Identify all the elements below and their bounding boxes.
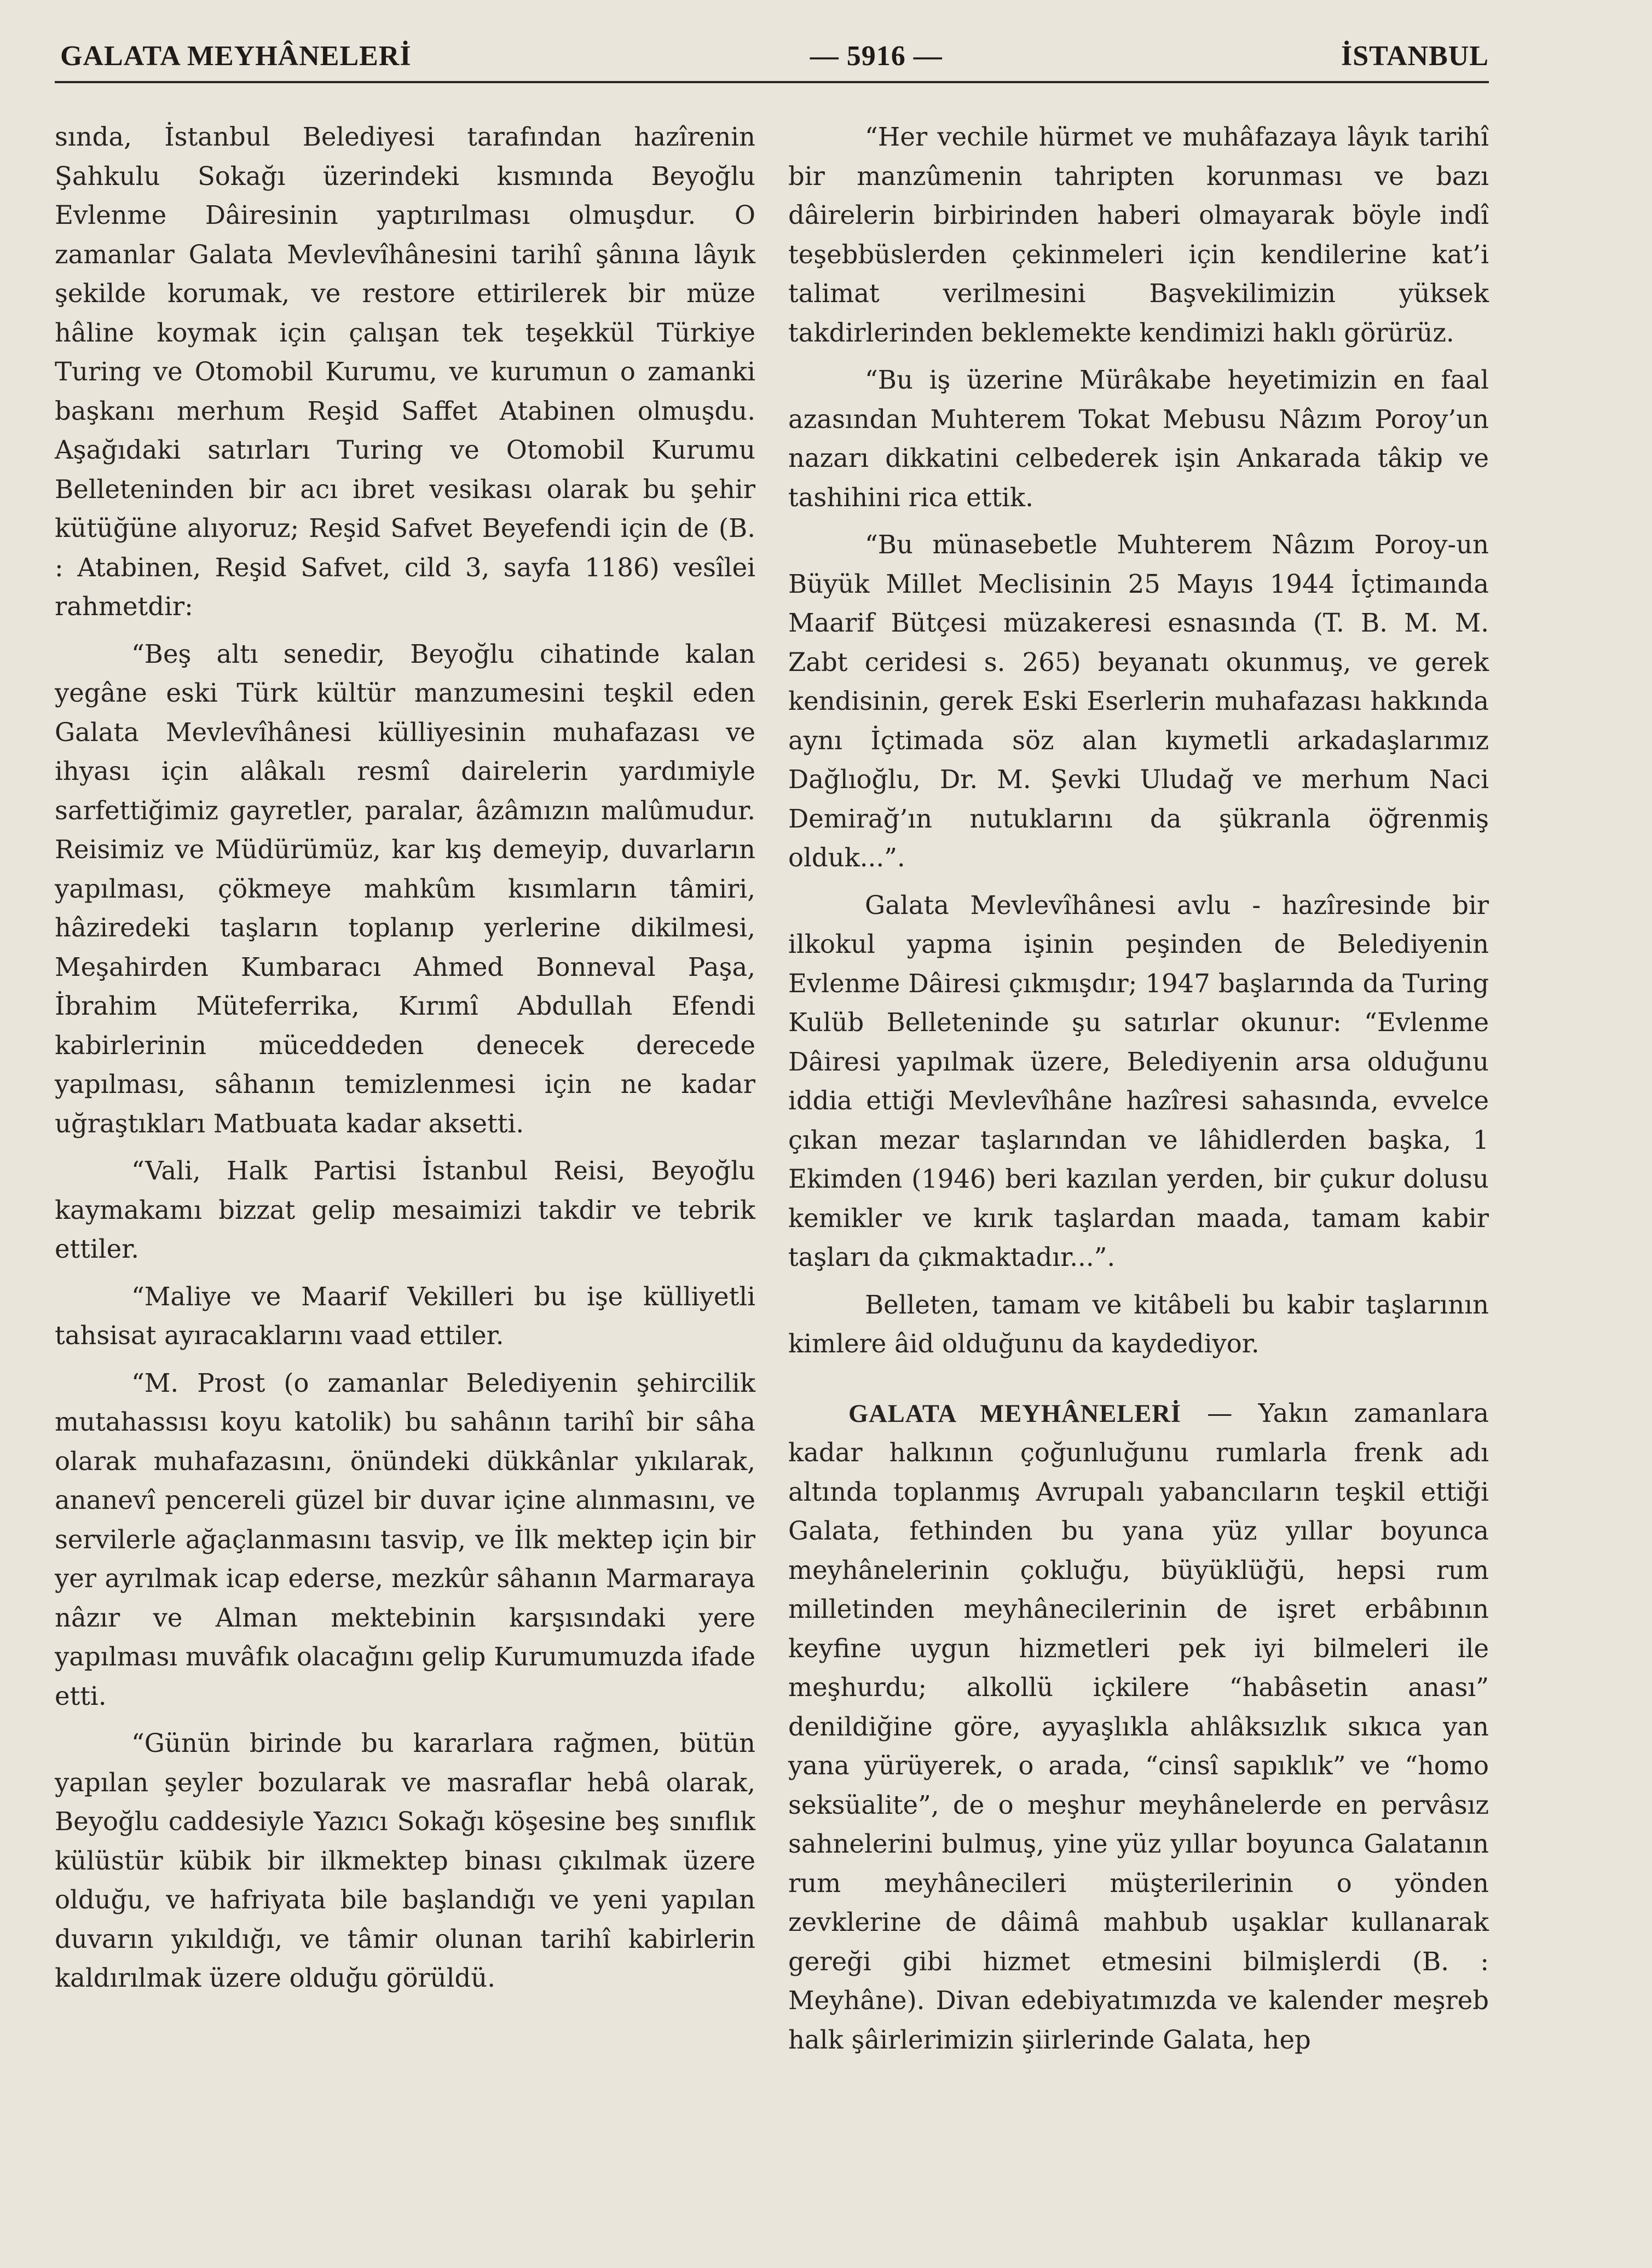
right-column — [788, 118, 1489, 2068]
section-body: — Yakın zamanlara kadar halkının çoğunluğunu rumlarla frenk adı altında toplanmış Avrupalı yabancıların teşkil ettiği Galata, fethinden bu yana yüz yıllar boyunca meyhânelerinin çokluğu, büyüklüğü, hepsi rum milletinden meyhânecilerinin de işret erbâbının keyfine uygun hizmetleri pek iyi bilmeleri ile meşhurdu; alkollü içkilere “habâsetin anası” denildiğine göre, ayyaşlıkla ahlâksızlık sıkıca yan yana yürüyerek, o arada, “cinsî sapıklık” ve “homo seksüalite”, de o meşhur meyhânelerde en pervâsız sahnelerini bulmuş, yine yüz yıllar boyunca Galatanın rum meyhânecileri müşterilerinin o yönden zevklerine de dâimâ mahbub uşaklar kullanarak gereği gibi hizmet etmesini bilmişlerdi (B. : Meyhâne). Divan edebiyatımızda ve kalender meşreb halk şâirlerimizin şiirlerinde Galata, hep — [788, 1398, 1489, 2055]
section-heading: GALATA MEYHÂNELERİ — [848, 1399, 1181, 1428]
left-paragraph-4: “Maliye ve Maarif Vekilleri bu işe külliyetli tahsisat ayıracaklarını vaad ettiler. — [55, 1281, 755, 1350]
right-paragraph-2: “Bu iş üzerine Mürâkabe heyetimizin en faal azasından Muhterem Tokat Mebusu Nâzım Poroy’un nazarı dikkatini celbederek işin Ankarada tâkip ve tashihini rica ettik. — [788, 365, 1489, 512]
left-column — [55, 118, 755, 2006]
running-header — [60, 34, 1489, 78]
header-right-title: İSTANBUL — [1341, 40, 1489, 72]
page-number: — 5916 — — [810, 40, 943, 72]
right-paragraph-4: Galata Mevlevîhânesi avlu - hazîresinde bir ilkokul yapma işinin peşinden de Belediyenin Evlenme Dâiresi çıkmışdır; 1947 başlarında da Turing Kulüb Belleteninde şu satırlar okunur: “Evlenme Dâiresi yapılmak üzere, Belediyenin arsa olduğunu iddia ettiği Mevlevîhâne hazîresi sahasında, evvelce çıkan mezar taşlarından ve lâhidlerden başka, 1 Ekimden (1946) beri kazılan yerden, bir çukur dolusu kemikler ve kırık taşlardan maada, tamam kabir taşları da çıkmaktadır...”. — [788, 890, 1489, 1272]
header-left-title: GALATA MEYHÂNELERİ — [60, 40, 412, 72]
left-paragraph-2: “Beş altı senedir, Beyoğlu cihatinde kalan yegâne eski Türk kültür manzumesini teşkil eden Galata Mevlevîhânesi külliyesinin muhafazası ve ihyası için alâkalı resmî dairelerin yardımiyle sarfettiğimiz gayretler, paralar, âzâmızın malûmudur. Reisimiz ve Müdürümüz, kar kış demeyip, duvarların yapılması, çökmeye mahkûm kısımların tâmiri, hâziredeki taşların toplanıp yerlerine dikilmesi, Meşahirden Kumbaracı Ahmed Bonneval Paşa, İbrahim Müteferrika, Kırımî Abdullah Efendi kabirlerinin mücеddeden denecek derecede yapılması, sâhanın temizlenmesi için ne kadar uğraştıkları Matbuata kadar aksetti. — [55, 639, 755, 1138]
left-paragraph-1: sında, İstanbul Belediyesi tarafından hazîrenin Şahkulu Sokağı üzerindeki kısmında Beyoğlu Evlenme Dâiresinin yaptırılması olmuşdur. O zamanlar Galata Mevlevîhânesini tarihî şânına lâyık şekilde korumak, ve restore ettirilerek bir müze hâline koymak için çalışan tek teşekkül Türkiye Turing ve Otomobil Kurumu, ve kurumun o zamanki başkanı merhum Reşid Saffet Atabinen olmuşdu. Aşağıdaki satırları Turing ve Otomobil Kurumu Belleteninden bir acı ibret vesikası olarak bu şehir kütüğüne alıyoruz; Reşid Safvet Beyefendi için de (B. : Atabinen, Reşid Safvet, cild 3, sayfa 1186) vesîlei rahmetdir: — [55, 122, 755, 621]
left-paragraph-6: “Günün birinde bu kararlara rağmen, bütün yapılan şeyler bozularak ve masraflar hebâ olarak, Beyoğlu caddesiyle Yazıcı Sokağı köşesine beş sınıflık külüstür kübik bir ilkmektep binası çıkılmak üzere olduğu, ve hafriyata bile başlandığı ve yeni yapılan duvarın yıkıldığı, ve tâmir olunan tarihî kabirlerin kaldırılmak üzere olduğu görüldü. — [55, 1728, 755, 1993]
header-rule — [55, 81, 1489, 83]
right-paragraph-3: “Bu münasebetle Muhterem Nâzım Poroy-un Büyük Millet Meclisinin 25 Mayıs 1944 İçtimaında Maarif Bütçesi müzakeresi esnasında (T. B. M. M. Zabt ceridesi s. 265) beyanatı okunmuş, ve gerek kendisinin, gerek Eski Eserlerin muhafazası hakkında aynı İçtimada söz alan kıymetli arkadaşlarımız Dağlıoğlu, Dr. M. Şevki Uludağ ve merhum Naci Demirağ’ın nutuklarını da şükranla öğrenmiş olduk...”. — [788, 530, 1489, 872]
left-paragraph-3: “Vali, Halk Partisi İstanbul Reisi, Beyoğlu kaymakamı bizzat gelip mesaimizi takdir ve tebrik ettiler. — [55, 1156, 755, 1264]
right-paragraph-1: “Her vechile hürmet ve muhâfazaya lâyık tarihî bir manzûmenin tahripten korunması ve bazı dâirelerin birbirinden haberi olmayarak böyle indî teşebbüslerden çekinmeleri için kendilerine kat’i talimat verilmesini Başvekilimizin yüksek takdirlerinden beklemekte kendimizi haklı görürüz. — [788, 122, 1489, 348]
right-paragraph-5: Belleten, tamam ve kitâbeli bu kabir taşlarının kimlere âid olduğunu da kaydediyor. — [788, 1289, 1489, 1358]
section-galata-meyhaneleri — [788, 1394, 1489, 2060]
left-paragraph-5: “M. Prost (o zamanlar Belediyenin şehircilik mutahassısı koyu katolik) bu sahânın tarihî bir sâha olarak muhafazasını, önündeki dükkânlar yıkılarak, ananevî pencereli güzel bir duvar içine alınmasını, ve servilerle ağaçlanmasını tasvip, ve İlk mektep için bir yer ayrılmak icap ederse, mezkûr sâhanın Marmaraya nâzır ve Alman mektebinin karşısındaki yere yapılması muvâfık olacağını gelip Kurumumuzda ifade etti. — [55, 1368, 755, 1711]
